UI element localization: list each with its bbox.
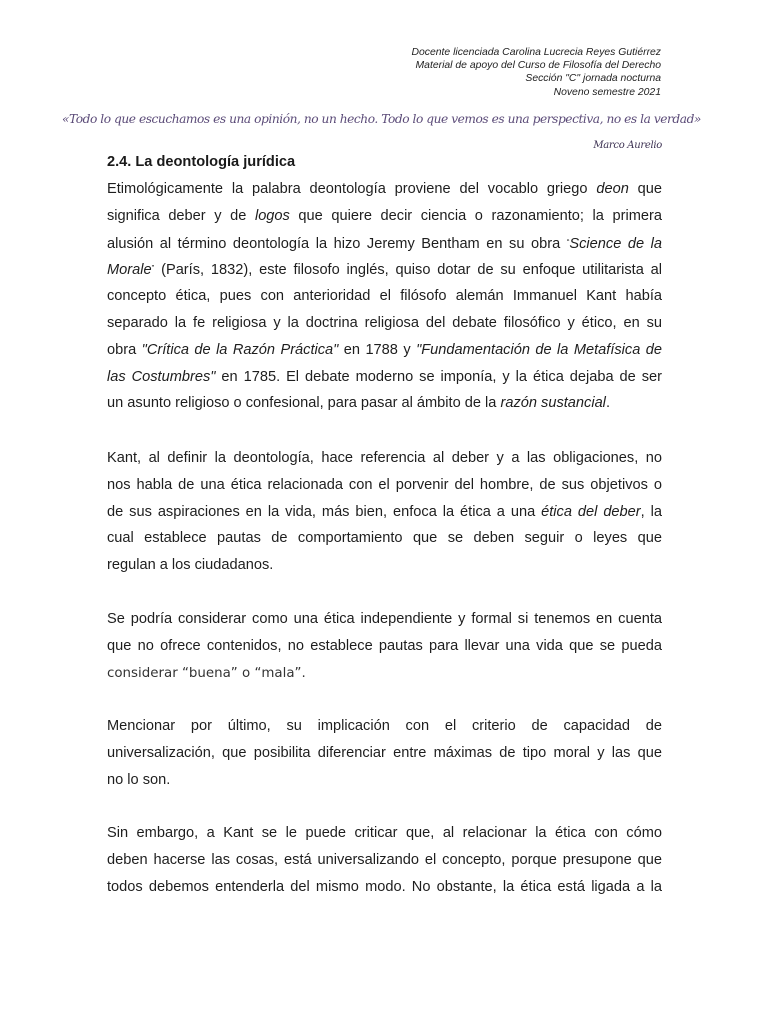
paragraph-line: Kant, al definir la deontología, hace referencia al deber y a las obligaciones, no [107,450,662,466]
paragraph-line: las Costumbres" en 1785. El debate moderno se imponía, y la ética dejaba de ser [107,368,663,385]
paragraph-line: no lo son. [107,771,171,788]
paragraph-line: concepto ética, pues con anterioridad el filósofo alemán Immanuel Kant había [107,288,662,305]
paragraph-line: Se podría considerar como una ética independiente y formal si tenemos en cuenta [107,611,662,627]
paragraph-line: considerar “buena” o “mala”. [107,665,306,681]
paragraph-1 [107,176,662,417]
paragraph-line: nos habla de una ética relacionada con el porvenir del hombre, de sus objetivos o [107,476,662,493]
paragraph-line: obra "Crítica de la Razón Práctica" en 1788 y "Fundamentación de la Metafísica de [107,341,662,358]
paragraph-line: deben hacerse las cosas, está universalizando el concepto, porque presupone que [107,851,662,868]
header-line-teacher: Docente licenciada Carolina Lucrecia Reyes Gutiérrez [411,47,661,58]
paragraph-line: Mencionar por último, su implicación con el criterio de capacidad de [107,718,662,734]
paragraph-line: regulan a los ciudadanos. [107,557,274,574]
document-header [412,46,662,99]
epigraph-author: Marco Aurelio [593,140,662,151]
epigraph-quote: «Todo lo que escuchamos es una opinión, no un hecho. Todo lo que vemos es una perspectiva, no es la verdad» [62,112,701,126]
paragraph-2 [107,445,662,579]
paragraph-line: de sus aspiraciones en la vida, más bien, enfoca la ética a una ética del deber, la [107,503,662,520]
paragraph-4 [107,713,662,793]
paragraph-line: alusión al término deontología la hizo Jeremy Bentham en su obra “Science de la [107,235,662,252]
paragraph-line: un asunto religioso o confesional, para pasar al ámbito de la razón sustancial. [107,395,610,412]
paragraph-3 [107,606,662,686]
header-line-semester: Noveno semestre 2021 [553,86,661,98]
paragraph-line: separado la fe religiosa y la doctrina religiosa del debate filosófico y ético, en su [107,314,662,331]
paragraph-line: que no ofrece contenidos, no establece pautas para llevar una vida que se pueda [107,637,662,654]
section-title: 2.4. La deontología jurídica [107,154,296,170]
paragraph-line: Etimológicamente la palabra deontología proviene del vocablo griego deon que [107,181,662,197]
header-line-course: Material de apoyo del Curso de Filosofía del Derecho [415,60,661,72]
paragraph-line: Morale” (París, 1832), este filosofo inglés, quiso dotar de su enfoque utilitarista al [107,262,662,279]
header-line-section: Sección "C" jornada nocturna [525,73,661,85]
paragraph-line: Sin embargo, a Kant se le puede criticar que, al relacionar la ética con cómo [107,825,662,841]
paragraph-line: cual establece pautas de comportamiento que se deben seguir o leyes que [107,530,662,547]
paragraph-line: universalización, que posibilita diferenciar entre máximas de tipo moral y las que [107,744,662,761]
paragraph-line: todos debemos entenderla del mismo modo. No obstante, la ética está ligada a la [107,878,662,895]
paragraph-line: significa deber y de logos que quiere decir ciencia o razonamiento; la primera [107,207,662,224]
paragraph-5 [107,820,662,900]
